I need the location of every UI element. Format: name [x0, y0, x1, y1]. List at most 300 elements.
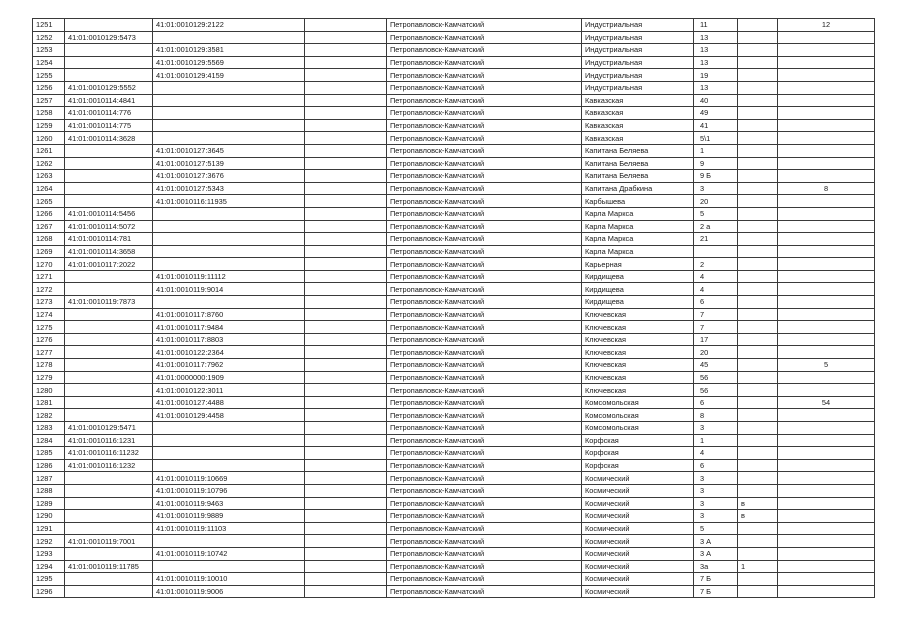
house-number-cell: 49 — [694, 107, 738, 120]
building-cell — [738, 585, 778, 598]
row-number: 1265 — [33, 195, 65, 208]
house-number-cell: 13 — [694, 56, 738, 69]
city-cell: Петропавловск-Камчатский — [387, 283, 582, 296]
building-cell — [738, 472, 778, 485]
cadastral-number-primary — [65, 321, 153, 334]
row-number: 1253 — [33, 44, 65, 57]
cadastral-number-secondary: 41:01:0010117:8760 — [153, 308, 305, 321]
cadastral-number-primary — [65, 44, 153, 57]
house-number-cell: 6 — [694, 296, 738, 309]
house-number-cell: 19 — [694, 69, 738, 82]
row-number: 1251 — [33, 19, 65, 32]
cadastral-number-primary: 41:01:0010129:5552 — [65, 81, 153, 94]
empty-cell — [305, 132, 387, 145]
cadastral-number-secondary: 41:01:0010127:4488 — [153, 396, 305, 409]
building-cell — [738, 245, 778, 258]
street-cell: Космический — [582, 535, 694, 548]
cadastral-number-primary: 41:01:0010114:5456 — [65, 207, 153, 220]
apartment-cell — [778, 422, 875, 435]
cadastral-number-primary — [65, 157, 153, 170]
table-row — [33, 535, 875, 548]
apartment-cell — [778, 31, 875, 44]
street-cell: Капитана Беляева — [582, 170, 694, 183]
table-row — [33, 144, 875, 157]
building-cell: в — [738, 510, 778, 523]
house-number-cell: 45 — [694, 359, 738, 372]
cadastral-number-secondary: 41:01:0010129:4159 — [153, 69, 305, 82]
empty-cell — [305, 522, 387, 535]
house-number-cell: 7 — [694, 308, 738, 321]
street-cell: Индустриальная — [582, 19, 694, 32]
row-number: 1256 — [33, 81, 65, 94]
city-cell: Петропавловск-Камчатский — [387, 459, 582, 472]
house-number-cell: 20 — [694, 195, 738, 208]
apartment-cell: 8 — [778, 182, 875, 195]
apartment-cell — [778, 132, 875, 145]
cadastral-number-secondary — [153, 220, 305, 233]
street-cell: Кирдищева — [582, 283, 694, 296]
city-cell: Петропавловск-Камчатский — [387, 132, 582, 145]
building-cell — [738, 157, 778, 170]
street-cell: Карьерная — [582, 258, 694, 271]
house-number-cell: 56 — [694, 384, 738, 397]
building-cell — [738, 447, 778, 460]
empty-cell — [305, 459, 387, 472]
cadastral-number-primary: 41:01:0010114:4841 — [65, 94, 153, 107]
street-cell: Ключевская — [582, 371, 694, 384]
city-cell: Петропавловск-Камчатский — [387, 44, 582, 57]
building-cell — [738, 44, 778, 57]
empty-cell — [305, 44, 387, 57]
building-cell — [738, 31, 778, 44]
cadastral-number-primary — [65, 585, 153, 598]
building-cell — [738, 81, 778, 94]
cadastral-number-secondary: 41:01:0010117:7962 — [153, 359, 305, 372]
cadastral-number-secondary: 41:01:0010127:3645 — [153, 144, 305, 157]
table-row — [33, 195, 875, 208]
empty-cell — [305, 321, 387, 334]
city-cell: Петропавловск-Камчатский — [387, 119, 582, 132]
city-cell: Петропавловск-Камчатский — [387, 31, 582, 44]
city-cell: Петропавловск-Камчатский — [387, 94, 582, 107]
apartment-cell — [778, 195, 875, 208]
apartment-cell — [778, 447, 875, 460]
cadastral-number-secondary: 41:01:0010119:10742 — [153, 547, 305, 560]
city-cell: Петропавловск-Камчатский — [387, 245, 582, 258]
cadastral-number-primary — [65, 472, 153, 485]
building-cell — [738, 384, 778, 397]
city-cell: Петропавловск-Камчатский — [387, 69, 582, 82]
street-cell: Ключевская — [582, 359, 694, 372]
cadastral-number-secondary: 41:01:0010119:10796 — [153, 484, 305, 497]
apartment-cell — [778, 573, 875, 586]
house-number-cell: 7 Б — [694, 573, 738, 586]
table-row — [33, 346, 875, 359]
row-number: 1270 — [33, 258, 65, 271]
empty-cell — [305, 170, 387, 183]
street-cell: Карла Маркса — [582, 245, 694, 258]
city-cell: Петропавловск-Камчатский — [387, 522, 582, 535]
apartment-cell — [778, 333, 875, 346]
street-cell: Карла Маркса — [582, 233, 694, 246]
building-cell — [738, 195, 778, 208]
row-number: 1293 — [33, 547, 65, 560]
house-number-cell: 41 — [694, 119, 738, 132]
cadastral-number-primary — [65, 69, 153, 82]
table-row — [33, 459, 875, 472]
street-cell: Космический — [582, 510, 694, 523]
apartment-cell — [778, 371, 875, 384]
empty-cell — [305, 396, 387, 409]
empty-cell — [305, 333, 387, 346]
apartment-cell — [778, 56, 875, 69]
building-cell — [738, 220, 778, 233]
table-row — [33, 56, 875, 69]
apartment-cell — [778, 44, 875, 57]
table-row — [33, 258, 875, 271]
empty-cell — [305, 547, 387, 560]
empty-cell — [305, 472, 387, 485]
cadastral-number-primary — [65, 497, 153, 510]
cadastral-number-primary: 41:01:0010129:5473 — [65, 31, 153, 44]
apartment-cell: 12 — [778, 19, 875, 32]
house-number-cell: 6 — [694, 459, 738, 472]
apartment-cell — [778, 233, 875, 246]
street-cell: Ключевская — [582, 384, 694, 397]
apartment-cell — [778, 522, 875, 535]
row-number: 1291 — [33, 522, 65, 535]
cadastral-number-secondary: 41:01:0010127:3676 — [153, 170, 305, 183]
row-number: 1283 — [33, 422, 65, 435]
cadastral-number-primary — [65, 182, 153, 195]
street-cell: Капитана Драбкина — [582, 182, 694, 195]
table-row — [33, 81, 875, 94]
street-cell: Индустриальная — [582, 69, 694, 82]
city-cell: Петропавловск-Камчатский — [387, 359, 582, 372]
street-cell: Ключевская — [582, 333, 694, 346]
cadastral-number-primary: 41:01:0010114:3628 — [65, 132, 153, 145]
apartment-cell — [778, 296, 875, 309]
cadastral-number-secondary — [153, 447, 305, 460]
apartment-cell — [778, 459, 875, 472]
building-cell — [738, 19, 778, 32]
table-row — [33, 94, 875, 107]
apartment-cell — [778, 346, 875, 359]
cadastral-number-primary — [65, 195, 153, 208]
cadastral-number-secondary — [153, 94, 305, 107]
cadastral-number-secondary — [153, 233, 305, 246]
empty-cell — [305, 258, 387, 271]
city-cell: Петропавловск-Камчатский — [387, 585, 582, 598]
empty-cell — [305, 107, 387, 120]
city-cell: Петропавловск-Камчатский — [387, 258, 582, 271]
row-number: 1252 — [33, 31, 65, 44]
street-cell: Индустриальная — [582, 81, 694, 94]
street-cell: Карла Маркса — [582, 220, 694, 233]
street-cell: Корфская — [582, 447, 694, 460]
house-number-cell: 3 — [694, 497, 738, 510]
street-cell: Космический — [582, 484, 694, 497]
city-cell: Петропавловск-Камчатский — [387, 182, 582, 195]
city-cell: Петропавловск-Камчатский — [387, 447, 582, 460]
apartment-cell — [778, 94, 875, 107]
house-number-cell: 3а — [694, 560, 738, 573]
empty-cell — [305, 207, 387, 220]
house-number-cell: 5 — [694, 522, 738, 535]
building-cell — [738, 94, 778, 107]
table-body — [33, 19, 875, 598]
empty-cell — [305, 409, 387, 422]
row-number: 1281 — [33, 396, 65, 409]
street-cell: Космический — [582, 522, 694, 535]
street-cell: Кирдищева — [582, 270, 694, 283]
empty-cell — [305, 308, 387, 321]
cadastral-number-secondary: 41:01:0010116:11935 — [153, 195, 305, 208]
house-number-cell: 3 А — [694, 547, 738, 560]
house-number-cell — [694, 245, 738, 258]
city-cell: Петропавловск-Камчатский — [387, 535, 582, 548]
house-number-cell: 5 — [694, 207, 738, 220]
apartment-cell — [778, 119, 875, 132]
street-cell: Кавказская — [582, 94, 694, 107]
city-cell: Петропавловск-Камчатский — [387, 422, 582, 435]
table-row — [33, 396, 875, 409]
empty-cell — [305, 81, 387, 94]
row-number: 1263 — [33, 170, 65, 183]
building-cell — [738, 547, 778, 560]
cadastral-number-primary: 41:01:0010119:11785 — [65, 560, 153, 573]
city-cell: Петропавловск-Камчатский — [387, 321, 582, 334]
row-number: 1276 — [33, 333, 65, 346]
table-row — [33, 220, 875, 233]
city-cell: Петропавловск-Камчатский — [387, 296, 582, 309]
empty-cell — [305, 56, 387, 69]
table-row — [33, 434, 875, 447]
table-row — [33, 283, 875, 296]
table-row — [33, 157, 875, 170]
city-cell: Петропавловск-Камчатский — [387, 573, 582, 586]
row-number: 1284 — [33, 434, 65, 447]
apartment-cell — [778, 510, 875, 523]
table-row — [33, 510, 875, 523]
street-cell: Индустриальная — [582, 31, 694, 44]
table-row — [33, 497, 875, 510]
cadastral-number-secondary: 41:01:0010119:9006 — [153, 585, 305, 598]
empty-cell — [305, 31, 387, 44]
house-number-cell: 3 — [694, 484, 738, 497]
cadastral-number-secondary: 41:01:0010119:9889 — [153, 510, 305, 523]
cadastral-number-secondary: 41:01:0000000:1909 — [153, 371, 305, 384]
street-cell: Карла Маркса — [582, 207, 694, 220]
street-cell: Кирдищева — [582, 296, 694, 309]
street-cell: Комсомольская — [582, 396, 694, 409]
row-number: 1296 — [33, 585, 65, 598]
city-cell: Петропавловск-Камчатский — [387, 371, 582, 384]
empty-cell — [305, 296, 387, 309]
empty-cell — [305, 157, 387, 170]
street-cell: Космический — [582, 497, 694, 510]
cadastral-number-secondary: 41:01:0010119:9463 — [153, 497, 305, 510]
table-row — [33, 119, 875, 132]
apartment-cell — [778, 245, 875, 258]
table-row — [33, 359, 875, 372]
building-cell — [738, 573, 778, 586]
cadastral-number-primary: 41:01:0010114:781 — [65, 233, 153, 246]
building-cell — [738, 132, 778, 145]
building-cell — [738, 296, 778, 309]
table-row — [33, 371, 875, 384]
empty-cell — [305, 434, 387, 447]
city-cell: Петропавловск-Камчатский — [387, 157, 582, 170]
building-cell — [738, 270, 778, 283]
empty-cell — [305, 560, 387, 573]
apartment-cell — [778, 484, 875, 497]
cadastral-number-secondary — [153, 81, 305, 94]
street-cell: Космический — [582, 547, 694, 560]
city-cell: Петропавловск-Камчатский — [387, 409, 582, 422]
cadastral-number-primary: 41:01:0010116:1232 — [65, 459, 153, 472]
row-number: 1287 — [33, 472, 65, 485]
city-cell: Петропавловск-Камчатский — [387, 384, 582, 397]
row-number: 1295 — [33, 573, 65, 586]
apartment-cell — [778, 207, 875, 220]
building-cell — [738, 409, 778, 422]
cadastral-number-primary: 41:01:0010129:5471 — [65, 422, 153, 435]
empty-cell — [305, 182, 387, 195]
street-cell: Капитана Беляева — [582, 157, 694, 170]
empty-cell — [305, 283, 387, 296]
city-cell: Петропавловск-Камчатский — [387, 547, 582, 560]
cadastral-number-primary: 41:01:0010119:7873 — [65, 296, 153, 309]
cadastral-number-secondary: 41:01:0010122:3011 — [153, 384, 305, 397]
cadastral-number-secondary — [153, 258, 305, 271]
city-cell: Петропавловск-Камчатский — [387, 220, 582, 233]
cadastral-number-primary — [65, 170, 153, 183]
row-number: 1277 — [33, 346, 65, 359]
empty-cell — [305, 484, 387, 497]
apartment-cell — [778, 157, 875, 170]
empty-cell — [305, 384, 387, 397]
table-row — [33, 573, 875, 586]
house-number-cell: 7 Б — [694, 585, 738, 598]
row-number: 1280 — [33, 384, 65, 397]
empty-cell — [305, 220, 387, 233]
building-cell — [738, 107, 778, 120]
building-cell — [738, 144, 778, 157]
row-number: 1258 — [33, 107, 65, 120]
city-cell: Петропавловск-Камчатский — [387, 472, 582, 485]
street-cell: Корфская — [582, 434, 694, 447]
empty-cell — [305, 497, 387, 510]
table-row — [33, 19, 875, 32]
cadastral-number-secondary: 41:01:0010129:5569 — [153, 56, 305, 69]
empty-cell — [305, 119, 387, 132]
city-cell: Петропавловск-Камчатский — [387, 308, 582, 321]
empty-cell — [305, 144, 387, 157]
house-number-cell: 4 — [694, 447, 738, 460]
cadastral-number-secondary — [153, 296, 305, 309]
city-cell: Петропавловск-Камчатский — [387, 19, 582, 32]
table-row — [33, 547, 875, 560]
table-row — [33, 308, 875, 321]
row-number: 1285 — [33, 447, 65, 460]
table-row — [33, 107, 875, 120]
row-number: 1255 — [33, 69, 65, 82]
cadastral-number-secondary — [153, 107, 305, 120]
table-row — [33, 560, 875, 573]
street-cell: Индустриальная — [582, 44, 694, 57]
cadastral-number-secondary: 41:01:0010129:2122 — [153, 19, 305, 32]
cadastral-number-primary — [65, 384, 153, 397]
cadastral-number-primary — [65, 409, 153, 422]
cadastral-number-primary — [65, 270, 153, 283]
street-cell: Космический — [582, 472, 694, 485]
empty-cell — [305, 19, 387, 32]
cadastral-number-secondary — [153, 459, 305, 472]
building-cell: в — [738, 497, 778, 510]
row-number: 1282 — [33, 409, 65, 422]
house-number-cell: 1 — [694, 144, 738, 157]
house-number-cell: 8 — [694, 409, 738, 422]
apartment-cell — [778, 535, 875, 548]
address-register-sheet — [32, 18, 874, 598]
cadastral-number-secondary: 41:01:0010127:5343 — [153, 182, 305, 195]
city-cell: Петропавловск-Камчатский — [387, 207, 582, 220]
table-row — [33, 333, 875, 346]
city-cell: Петропавловск-Камчатский — [387, 434, 582, 447]
row-number: 1266 — [33, 207, 65, 220]
cadastral-number-primary: 41:01:0010114:776 — [65, 107, 153, 120]
street-cell: Комсомольская — [582, 422, 694, 435]
apartment-cell — [778, 434, 875, 447]
house-number-cell: 6 — [694, 396, 738, 409]
cadastral-number-secondary: 41:01:0010129:3581 — [153, 44, 305, 57]
street-cell: Индустриальная — [582, 56, 694, 69]
table-row — [33, 207, 875, 220]
city-cell: Петропавловск-Камчатский — [387, 346, 582, 359]
row-number: 1260 — [33, 132, 65, 145]
street-cell: Кавказская — [582, 119, 694, 132]
city-cell: Петропавловск-Камчатский — [387, 233, 582, 246]
apartment-cell — [778, 497, 875, 510]
house-number-cell: 4 — [694, 283, 738, 296]
house-number-cell: 21 — [694, 233, 738, 246]
cadastral-number-secondary: 41:01:0010119:10010 — [153, 573, 305, 586]
building-cell — [738, 459, 778, 472]
building-cell — [738, 535, 778, 548]
cadastral-number-primary: 41:01:0010114:3658 — [65, 245, 153, 258]
empty-cell — [305, 195, 387, 208]
city-cell: Петропавловск-Камчатский — [387, 170, 582, 183]
row-number: 1268 — [33, 233, 65, 246]
house-number-cell: 13 — [694, 31, 738, 44]
house-number-cell: 3 — [694, 510, 738, 523]
building-cell — [738, 56, 778, 69]
empty-cell — [305, 510, 387, 523]
building-cell: 1 — [738, 560, 778, 573]
table-row — [33, 472, 875, 485]
empty-cell — [305, 359, 387, 372]
table-row — [33, 31, 875, 44]
row-number: 1275 — [33, 321, 65, 334]
cadastral-number-primary: 41:01:0010114:5072 — [65, 220, 153, 233]
house-number-cell: 2 — [694, 258, 738, 271]
apartment-cell — [778, 107, 875, 120]
street-cell: Ключевская — [582, 346, 694, 359]
cadastral-number-secondary — [153, 535, 305, 548]
cadastral-number-primary — [65, 346, 153, 359]
cadastral-number-primary: 41:01:0010116:1231 — [65, 434, 153, 447]
